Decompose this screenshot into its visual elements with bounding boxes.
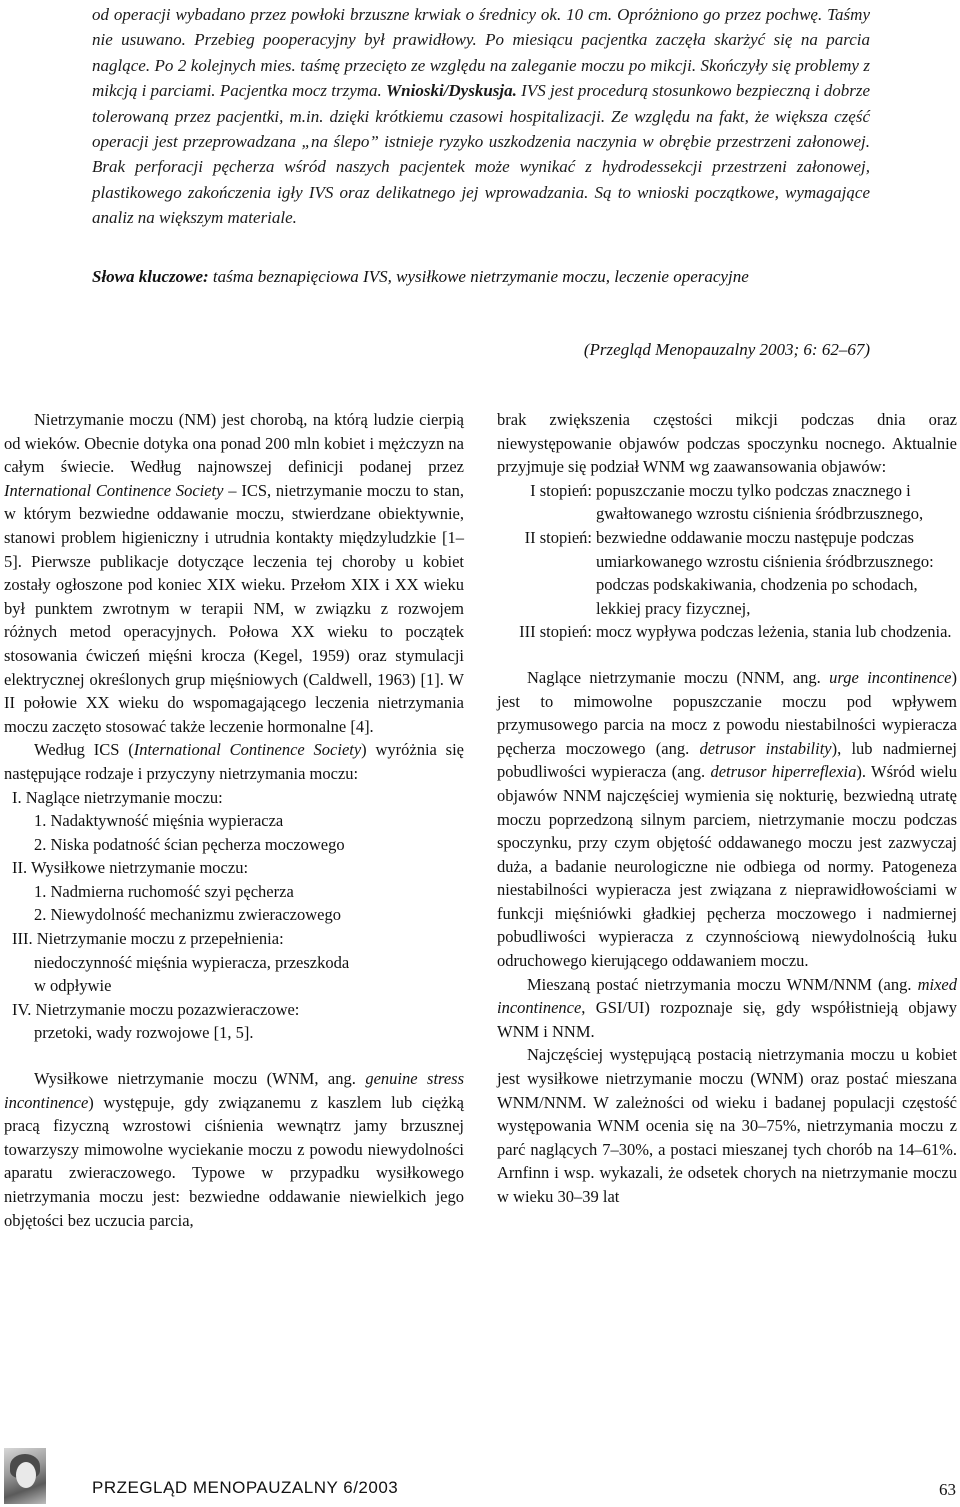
mixed-italic: mixed incontinence [497,974,957,1018]
mixed-text-a: Mieszaną postać nietrzymania moczu WNM/NNM (ang. [527,974,918,994]
degree-label: I stopień: [530,480,592,500]
list-item: niedoczynność mięśnia wypieracza, przeszkoda [34,952,350,972]
severity-degree [497,526,957,620]
list-item: IV. Nietrzymanie moczu pozazwieraczowe: [12,999,300,1019]
incontinence-types-list [4,786,464,1046]
intro-text-a: Nietrzymanie moczu (NM) jest chorobą, na którą ludzie cierpią od wieków. Obecnie dotyka ona ponad 200 mln kobiet i mężczyzn na całym świecie. Według najnowszej definicji podanej przez [4,410,464,477]
ics-italic: International Continence Society [133,740,362,760]
abstract-text [92,2,870,231]
list-item: 1. Nadaktywność mięśnia wypieracza [34,811,284,831]
left-column [4,408,464,1232]
severity-intro: brak zwiększenia częstości mikcji podczas dnia oraz niewystępowanie objawów podczas spoczynku nocnego. Aktualnie przyjmuje się podział WNM wg zaawansowania objawów: [497,410,957,477]
ics-paragraph [4,738,464,785]
severity-degree [497,620,957,644]
urge-text-c: ), lub nadmiernej pobudliwości wypieracza (ang. [497,738,958,782]
keywords-text: taśma beznapięciowa IVS, wysiłkowe nietrzymanie moczu, leczenie operacyjne [212,267,749,286]
citation: (Przegląd Menopauzalny 2003; 6: 62–67) [583,340,870,359]
urge-italic-1: urge incontinence [829,667,952,687]
stress-text-b: ) występuje, gdy związanemu z kaszlem lub ciężką pracą fizyczną wzrostowi ciśnienia wewnątrz jamy brzusznej towarzyszy mimowolne wyciekanie moczu z powodu niewydolności aparatu zwieraczowego. Typowe w przypadku wysiłkowego nietrzymania moczu jest: bezwiedne oddawanie niewielkich jego objętości bez uczucia parcia, [4,1092,464,1230]
stress-italic: genuine stress incontinence [4,1069,465,1112]
urge-italic-3: detrusor hiperreflexia [710,762,857,782]
list-item: I. Naglące nietrzymanie moczu: [12,787,223,807]
right-column [497,408,957,1209]
list-item: III. Nietrzymanie moczu z przepełnienia: [12,929,284,949]
degree-description: popuszczanie moczu tylko podczas znacznego i gwałtowanego wzrostu ciśnienia śródbrzusznego, [596,480,924,524]
degree-label: II stopień: [524,527,592,547]
degree-label: III stopień: [519,622,592,642]
urge-paragraph [497,666,957,973]
abstract [92,2,870,231]
severity-degree [497,479,957,526]
severity-degrees-list [497,479,957,644]
urge-text-b: ) jest to mimowolne popuszczanie moczu pod wpływem przymusowego parcia na mocz z powodu niestabilności wypieracza pęcherza moczowego (ang. [497,667,957,758]
mixed-paragraph [497,973,957,1044]
list-item: przetoki, wady rozwojowe [1, 5]. [34,1023,254,1043]
intro-italic: International Continence Society [4,480,224,500]
urge-text-d: ). Wśród wielu objawów NNM najczęściej wymienia się nokturię, bezwiedną utratę moczu poprzedzoną silnym parciem, nietrzymanie moczu podczas spoczynku, przy czym objętość oddawanego moczu jest zazwyczaj duża, a badanie neurologiczne nie odbiega od normy. Patogeneza niestabilności wypieracza jest związana z nieprawidłowościami w funkcji mięśniówki gładkiej pęcherza moczowego i nadmiernej pobudliwości wypieracza z czynnościową niewydolnością łuku odruchowego kierującego oddawaniem moczu. [497,762,957,971]
list-item: 2. Niewydolność mechanizmu zwieraczowego [34,905,341,925]
journal-logo-photo [4,1448,46,1504]
ics-text-a: Według ICS ( [34,740,134,760]
keywords [92,264,870,289]
abstract-results: od operacji wybadano przez powłoki brzuszne krwiak o średnicy ok. 10 cm. Opróżniono go przez pochwę. Taśmy nie usuwano. Przebieg pooperacyjny był prawidłowy. Po miesiącu pacjentka zaczęła skarżyć się na parcia naglące. Po 2 kolejnych mies. taśmę przecięto ze względu na zaleganie moczu po mikcji. Skończyły się problemy z mikcją i parciami. Pacjentka mocz trzyma. [92,5,870,101]
intro-text-b: – ICS, nietrzymanie moczu to stan, w którym bezwiedne oddawanie moczu, stwierdzane obiektywnie, stanowi problem higieniczny i utrudnia kontakty międzyludzkie [1–5]. Pierwsze publikacje dotyczące leczenia tej choroby u kobiet zostały ogłoszone pod koniec XIX wieku. Przełom XIX i XX wieku był punktem zwrotnym w terapii NM, w związku z rozwojem różnych metod operacyjnych. Połowa XX wieku to początek stosowania ćwiczeń mięśni krocza (Kegel, 1959) oraz stymulacji elektrycznej określonych grup mięśniowych (Caldwell, 1963) [1]. W II połowie XX wieku do wspomagającego leczenia nietrzymania moczu zaczęto stosować także leczenie hormonalne [4]. [4,480,464,736]
degree-description: mocz wypływa podczas leżenia, stania lub chodzenia. [596,622,952,642]
list-item: 1. Nadmierna ruchomość szyi pęcherza [34,881,294,901]
list-item: II. Wysiłkowe nietrzymanie moczu: [12,858,249,878]
stress-text-a: Wysiłkowe nietrzymanie moczu (WNM, ang. [34,1069,366,1089]
prevalence-paragraph: Najczęściej występującą postacią nietrzymania moczu u kobiet jest wysiłkowe nietrzymanie moczu (WNM) oraz postać mieszana WNM/NNM. W zależności od wieku i badanej populacji częstość występowania WNM ocenia się na 30–75%, nietrzymania moczu z parć naglących 7–30%, a postaci mieszanej tych chorób na 14–61%. Arnfinn i wsp. wykazali, że odsetek chorych na nietrzymanie moczu w wieku 30–39 lat [497,1045,957,1206]
list-item: w odpływie [34,976,112,996]
urge-text-a: Naglące nietrzymanie moczu (NNM, ang. [527,667,830,687]
keywords-label: Słowa kluczowe: [92,267,209,286]
degree-description: bezwiedne oddawanie moczu następuje podczas umiarkowanego wzrostu ciśnienia śródbrzusznego: podczas podskakiwania, chodzenia po schodach, lekkiej pracy fizycznej, [596,527,934,618]
list-item: 2. Niska podatność ścian pęcherza moczowego [34,834,345,854]
urge-italic-2: detrusor instability [699,738,832,758]
ics-text-b: ) wyróżnia się następujące rodzaje i przyczyny nietrzymania moczu: [4,740,464,783]
stress-paragraph [4,1067,464,1232]
journal-title: PRZEGLĄD MENOPAUZALNY 6/2003 [92,1478,399,1497]
conclusions-label: Wnioski/Dyskusja. [386,81,517,101]
page-number: 63 [939,1480,956,1499]
mixed-text-b: , GSI/UI) rozpoznaje się, gdy współistnieją objawy WNM i NNM. [497,998,957,1041]
intro-paragraph [4,408,464,738]
conclusions-text: IVS jest procedurą stosunkowo bezpieczną i dobrze tolerowaną przez pacjentki, m.in. dzięki krótkiemu czasowi hospitalizacji. Ze względu na fakt, że większa część operacji jest przeprowadzana „na ślepo” istnieje ryzyko uszkodzenia naczynia w obrębie przestrzeni załonowej. Brak perforacji pęcherza wśród naszych pacjentek może wynikać z hydrodessekcji przestrzeni załonowej, plastikowego zakończenia igły IVS oraz delikatnego jej wprowadzania. Są to wnioski początkowe, wymagające analiz na większym materiale. [92,81,870,228]
